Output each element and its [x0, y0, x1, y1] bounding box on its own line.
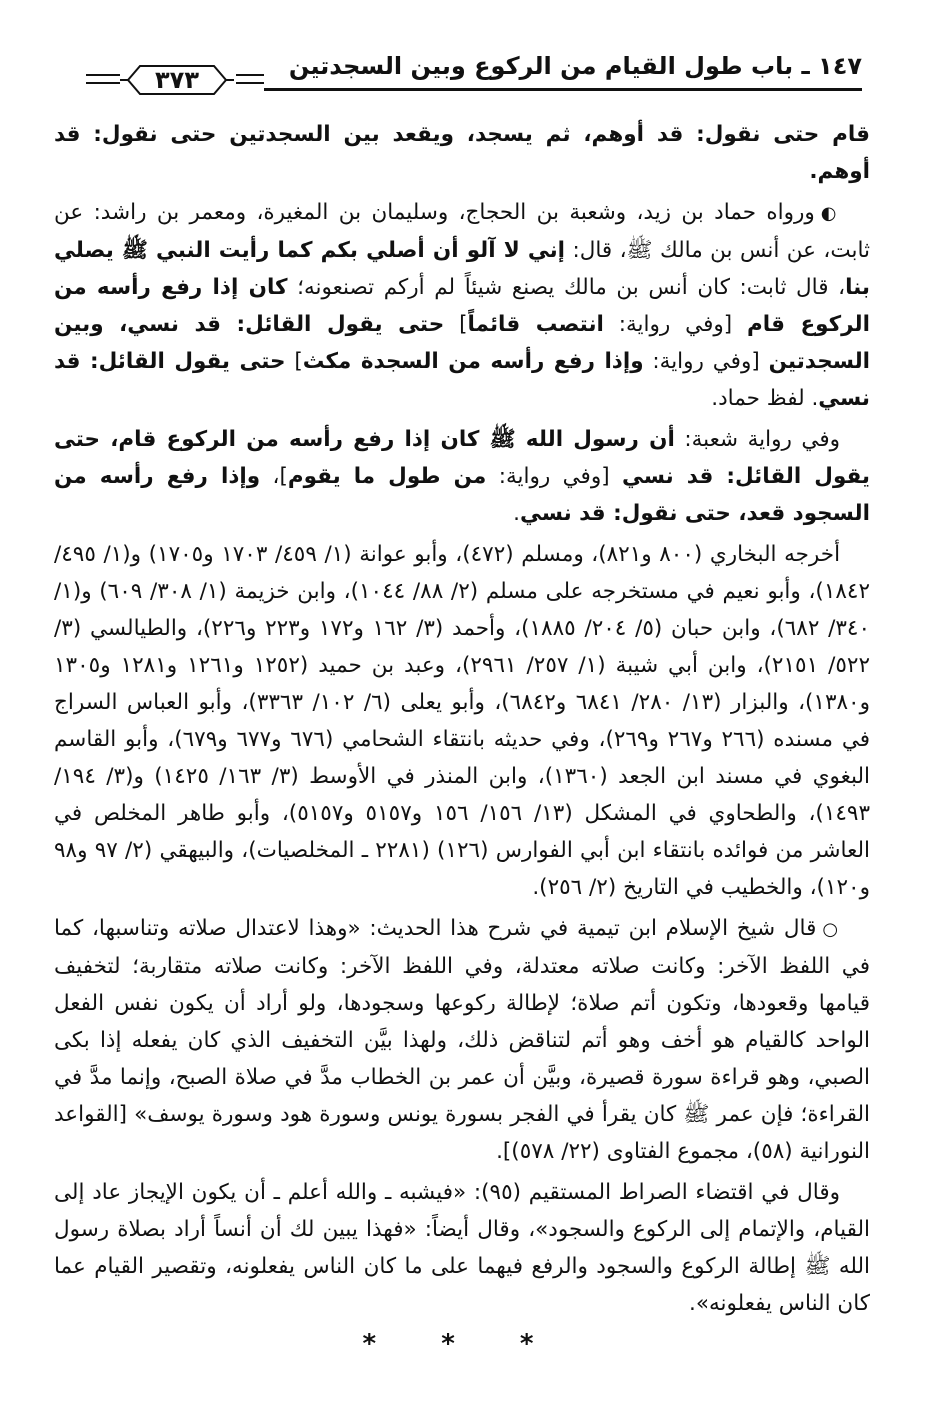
hadith-text: وإذا رفع رأسه من السجدة مكث [302, 349, 644, 374]
paragraph-3 [54, 421, 870, 532]
header-rule-middle [236, 74, 264, 84]
section-separator: * * * [362, 1329, 562, 1359]
text-run: . لفظ حماد. [711, 386, 819, 411]
paragraph-takhrij: أخرجه البخاري (٨٠٠ و٨٢١)، ومسلم (٤٧٢)، وأبو عوانة (١/ ٤٥٩/ ١٧٠٣ و١٧٠٥) و(١/ ٤٩٥/ ١٨٤٢)، وأبو نعيم في مستخرجه على مسلم (٢/ ٨٨/ ١٠٤٤)، وابن خزيمة (١/ ٣٠٨/ ٦٠٩) و(١/ ٣٤٠/ ٦٨٢)، وابن حبان (٥/ ٢٠٤/ ١٨٨٥)، وأحمد (٣/ ١٦٢ و١٧٢ و٢٢٣ و٢٢٦)، والطيالسي (٣/ ٥٢٢/ ٢١٥١)، وابن أبي شيبة (١/ ٢٥٧/ ٢٩٦١)، وعبد بن حميد (١٢٥٢ و١٢٦١ و١٢٨١ و١٣٠٥ و١٣٨٠)، والبزار (١٣/ ٢٨٠/ ٦٨٤١ و٦٨٤٢)، وأبو يعلى (٦/ ١٠٢/ ٣٣٦٣)، وأبو العباس السراج في مسنده (٢٦٦ و٢٦٧ و٢٦٩)، وفي حديثه بانتقاء الشحامي (٦٧٦ و٦٧٧ و٦٧٩)، وأبو القاسم البغوي في مسند ابن الجعد (١٣٦٠)، وابن المنذر في الأوسط (٣/ ١٦٣/ ١٤٢٥) و(٣/ ١٩٤/ ١٤٩٣)، والطحاوي في المشكل (١٣/ ١٥٦/ ١٥٦ و٥١٥٧ و٥١٥٧)، وأبو طاهر المخلص في العاشر من فوائده بانتقاء ابن أبي الفوارس (١٢٦) (٢٢٨١ ـ المخلصيات)، والبيهقي (٢/ ٩٧ و٩٨ و١٢٠)، والخطيب في التاريخ (٢/ ٢٥٦). [54, 542, 871, 900]
text-run: [وفي رواية: [603, 312, 748, 337]
hadith-text: قام حتى نقول: قد أوهم، ثم يسجد، ويقعد بين السجدتين حتى نقول: قد أوهم. [54, 122, 870, 184]
header-rule-left [86, 74, 120, 84]
paragraph-commentary [54, 910, 870, 1170]
hadith-text: أن رسول الله ﷺ كان إذا رفع رأسه من الركوع قام، حتى يقول القائل: قد نسي [54, 427, 870, 489]
page-header [54, 44, 870, 102]
hadith-text: حتى يقول القائل: قد نسي، وبين السجدتين [54, 312, 871, 374]
text-run: ورواه حماد بن زيد، وشعبة بن الحجاج، وسليمان بن المغيرة، ومعمر بن راشد: عن ثابت، عن أنس بن مالك ﷺ، قال: [54, 200, 870, 263]
section-marker-icon: ○ [822, 919, 840, 940]
page-body [54, 116, 870, 1363]
text-run: ]، [260, 464, 288, 489]
text-run: ، قال ثابت: كان أنس بن مالك يصنع شيئاً لم أركم تصنعونه؛ [287, 275, 846, 300]
paragraph-1 [54, 116, 870, 190]
hadith-text: من طول ما يقوم [287, 464, 487, 489]
hadith-text: حتى يقول القائل: قد نسي [54, 349, 870, 411]
hadith-text: انتصب قائماً [467, 312, 604, 337]
hadith-text: إني لا آلو أن أصلي بكم كما رأيت النبي ﷺ يصلي بنا [54, 238, 870, 300]
hadith-text: وإذا رفع رأسه من السجود قعد، حتى نقول: قد نسي [54, 464, 870, 526]
text-run: قال شيخ الإسلام ابن تيمية في شرح هذا الحديث: «وهذا لاعتدال صلاته وتناسبها، كما في اللفظ الآخر: وكانت صلاته معتدلة، وفي اللفظ الآخر: وكانت صلاته متقاربة؛ لتخفيف قيامها وقعودها، وتكون أتم صلاة؛ لإطالة ركوعها وسجودها، ولو أراد أن يكون نفس الفعل الواحد كالقيام هو أخف وهو أتم لتناقض ذلك، ولهذا بيَّن التخفيف الذي كان يفعله إذا بكى الصبي، وهو قراءة سورة قصيرة، وبيَّن أن عمر بن الخطاب مدَّ في صلاة الصبح، وإنما مدَّ في القراءة؛ فإن عمر ﷺ كان يقرأ في الفجر بسورة يونس وسورة هود وسورة يوسف» [القواعد النورانية (٥٨)، مجموع الفتاوى (٢٢/ ٥٧٨)]. [54, 916, 870, 1164]
paragraph-2 [54, 194, 870, 417]
text-run: . [513, 501, 520, 526]
paragraph-quote: وقال في اقتضاء الصراط المستقيم (٩٥): «فيشبه ـ والله أعلم ـ أن يكون الإيجاز عاد إلى القيام، والإتمام إلى الركوع والسجود»، وقال أيضاً: «فهذا يبين لك أن أنساً أراد بصلاة رسول الله ﷺ إطالة الركوع والسجود والرفع فيهما على ما كان الناس يفعلونه، وتقصير القيام عما كان الناس يفعلونه». [54, 1180, 870, 1316]
text-run: [وفي رواية: [643, 349, 769, 374]
text-run: [وفي رواية: [486, 464, 623, 489]
page-number: ٣٧٣ [155, 66, 199, 94]
page-number-frame [118, 62, 236, 98]
header-rule [264, 88, 862, 91]
section-marker-icon: ◐ [820, 203, 840, 224]
chapter-title: ١٤٧ ـ باب طول القيام من الركوع وبين السجدتين [288, 52, 862, 80]
hadith-text: كان إذا رفع رأسه من الركوع قام [54, 275, 870, 337]
text-run: ] [444, 312, 468, 337]
text-run: ] [285, 349, 303, 374]
text-run: وفي رواية شعبة: [674, 427, 840, 452]
